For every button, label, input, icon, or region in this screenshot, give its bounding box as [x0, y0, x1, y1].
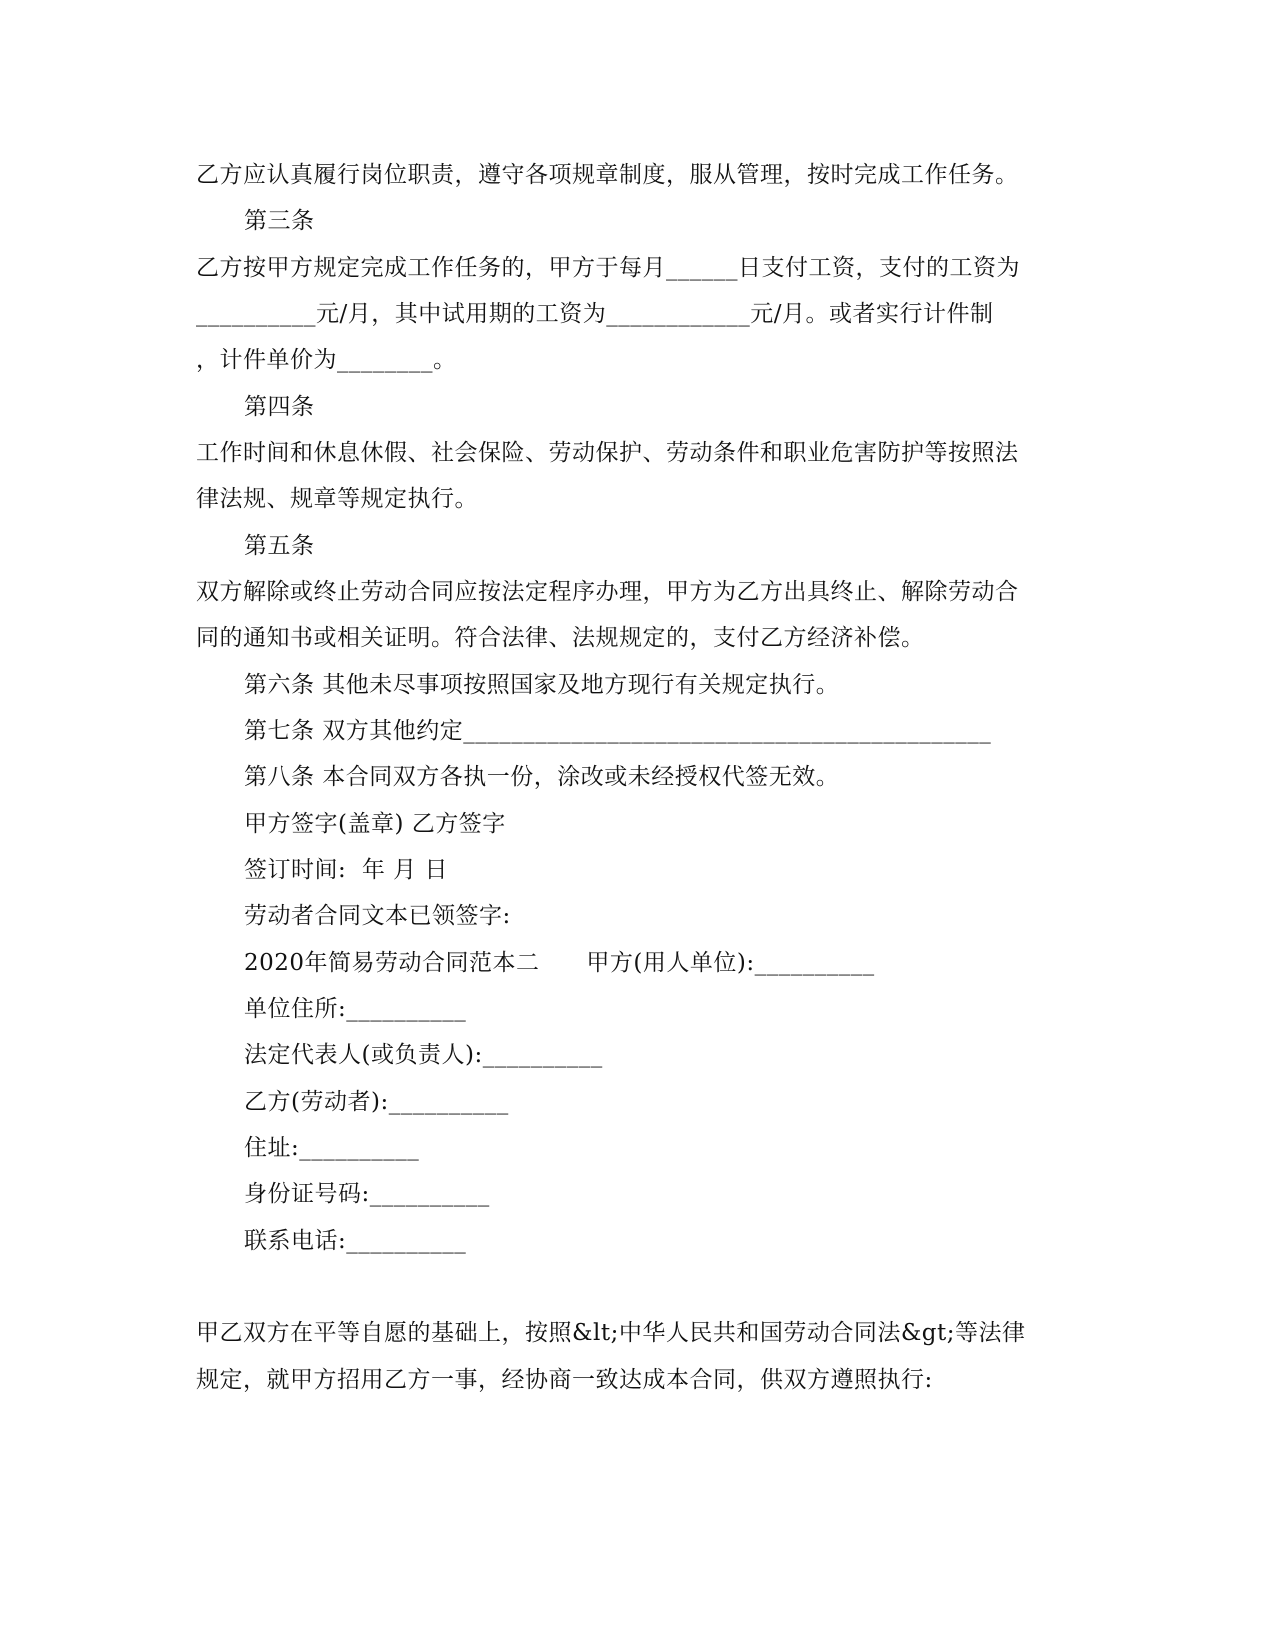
signature-line: 甲方签字(盖章) 乙方签字 [244, 811, 506, 837]
paragraph-line: 律法规、规章等规定执行。 [196, 486, 478, 512]
receipt-line: 劳动者合同文本已领签字: [244, 903, 511, 929]
article-heading: 第四条 [244, 394, 315, 420]
paragraph-line: 双方解除或终止劳动合同应按法定程序办理，甲方为乙方出具终止、解除劳动合 [196, 579, 1019, 605]
paragraph-line: 甲乙双方在平等自愿的基础上，按照&lt;中华人民共和国劳动合同法&gt;等法律 [196, 1320, 1026, 1346]
form-field-line: 法定代表人(或负责人):__________ [244, 1042, 603, 1068]
article-heading: 第三条 [244, 208, 315, 234]
paragraph-line: __________元/月，其中试用期的工资为____________元/月。或者实行计件制 [196, 301, 994, 327]
form-field-line: 乙方(劳动者):__________ [244, 1089, 509, 1115]
article-heading: 第五条 [244, 533, 315, 559]
form-field-line: 身份证号码:__________ [244, 1181, 490, 1207]
form-field-line: 联系电话:__________ [244, 1228, 467, 1254]
paragraph-line: 乙方按甲方规定完成工作任务的，甲方于每月______日支付工资，支付的工资为 [196, 255, 1020, 281]
article-line: 第七条 双方其他约定____________________________________________ [244, 718, 992, 744]
article-line: 第六条 其他未尽事项按照国家及地方现行有关规定执行。 [244, 672, 840, 698]
article-line: 第八条 本合同双方各执一份，涂改或未经授权代签无效。 [244, 764, 840, 790]
paragraph-line: 乙方应认真履行岗位职责，遵守各项规章制度，服从管理，按时完成工作任务。 [196, 162, 1019, 188]
date-line: 签订时间: 年 月 日 [244, 857, 448, 883]
form-field-line: 住址:__________ [244, 1135, 420, 1161]
paragraph-line: 工作时间和休息休假、社会保险、劳动保护、劳动条件和职业危害防护等按照法 [196, 440, 1019, 466]
paragraph-line: 规定，就甲方招用乙方一事，经协商一致达成本合同，供双方遵照执行: [196, 1367, 933, 1393]
template-title-line: 2020年简易劳动合同范本二 甲方(用人单位):__________ [244, 950, 875, 976]
form-field-line: 单位住所:__________ [244, 996, 467, 1022]
paragraph-line: 同的通知书或相关证明。符合法律、法规规定的，支付乙方经济补偿。 [196, 625, 925, 651]
paragraph-line: ，计件单价为________。 [196, 347, 457, 373]
